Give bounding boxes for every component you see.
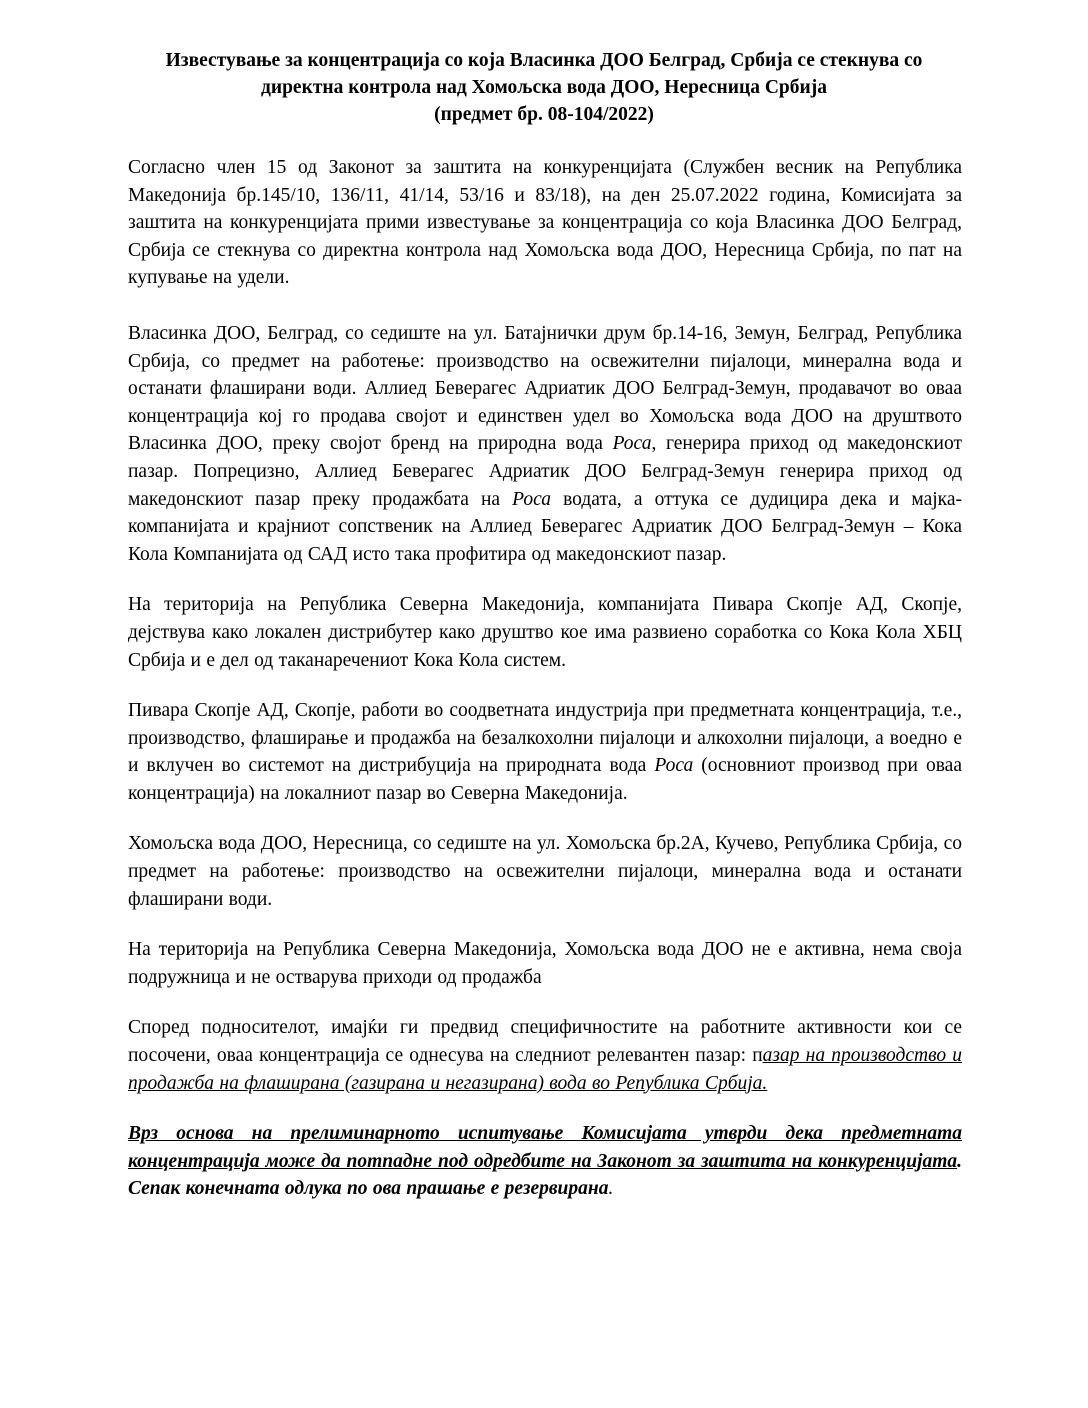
pivara-text-2: (основниот производ при оваа концентрација) на локалниот пазар во Северна Македонија. <box>128 755 962 804</box>
title-line-1: Известување за концентрација со која Власинка ДОО Белград, Србија се стекнува со <box>165 50 923 71</box>
paragraph-vlasinka <box>128 320 962 568</box>
pivara-text-1: Пивара Скопје АД, Скопје, работи во соодветната индустрија при предметната концентрација, т.е., производство, флаширање и продажба на безалкохолни пијалоци и алкохолни пијалоци, а воедно е и вклучен во системот на дистрибуција на природната вода <box>128 700 962 777</box>
market-intro: Според подносителот, имајќи ги предвид специфичностите на работните активности кои се посочени, оваа концентрација се однесува на следниот релевантен пазар: п <box>128 1017 962 1067</box>
vlasinka-text-2: , генерира приход од македонскиот пазар. Попрецизно, Аллиед Беверагес Адриатик ДОО Белград-Земун генерира приход од македонскиот пазар преку продажбата на <box>128 433 962 510</box>
vlasinka-text-1: Власинка ДОО, Белград, со седиште на ул. Батајнички друм бр.14-16, Земун, Белград, Република Србија, со предмет на работење: производство на освежителни пијалоци, минерална вода и останати флаширани води. Аллиед Беверагес Адриатик ДОО Белград-Земун, продавачот во оваа концентрација кој го продава својот и единствен удел во Хомољска вода ДОО на друштвото Власинка ДОО, преку својот бренд на природна вода <box>128 322 962 455</box>
conclusion-text-2: . Сепак конечната одлука по ова прашање е резервирана <box>128 1150 962 1200</box>
conclusion-text-1: Врз основа на прелиминарното испитување Комисијата утврди дека предметната концентрација може да потпадне под одредбите на Законот за заштита на конкуренцијата <box>128 1123 962 1172</box>
brand-rosa: Роса <box>512 488 552 510</box>
conclusion-period: . <box>608 1178 614 1200</box>
paragraph-homoljska-inactive: На територија на Република Северна Македонија, Хомољска вода ДОО не е активна, нема своја подружница и не остварува приходи од продажба <box>128 939 962 988</box>
paragraph-pivara-distributor: На територија на Република Северна Македонија, компанијата Пивара Скопје АД, Скопје, дејствува како локален дистрибутер како друштво кое има развиено соработка со Кока Кола ХБЦ Србија и е дел од таканаречениот Кока Кола систем. <box>128 594 962 671</box>
brand-rosa: Роса <box>612 433 652 455</box>
paragraph-pivara-industry <box>128 697 962 807</box>
paragraph-relevant-market <box>128 1014 962 1097</box>
brand-rosa: Роса <box>654 755 694 777</box>
vlasinka-text-3: водата, а оттука се дудицира дека и мајка-компанијата и крајниот сопственик на Аллиед Беверагес Адриатик ДОО Белград-Земун – Кока Кола Компанијата од САД исто така профитира од македонскиот пазар. <box>128 488 963 565</box>
paragraph-homoljska: Хомољска вода ДОО, Нересница, со седиште на ул. Хомољска бр.2А, Кучево, Република Србија, со предмет на работење: производство на освежителни пијалоци, минерална вода и останати флаширани води. <box>128 833 962 910</box>
paragraph-notification: Согласно член 15 од Законот за заштита на конкуренцијата (Службен весник на Република Македонија бр.145/10, 136/11, 41/14, 53/16 и 83/18), на ден 25.07.2022 година, Комисијата за заштита на конкуренцијата прими известување за концентрација со која Власинка ДОО Белград, Србија се стекнува со директна контрола над Хомољска вода ДОО, Нересница Србија, по пат на купување на удели. <box>128 157 962 289</box>
title-line-3: (предмет бр. 08-104/2022) <box>434 104 654 125</box>
paragraph-conclusion <box>128 1120 962 1203</box>
document-body <box>128 154 962 1226</box>
title-line-2: директна контрола над Хомољска вода ДОО, Нересница Србија <box>260 77 828 98</box>
document-title <box>110 47 978 128</box>
relevant-market-definition: азар на производство и продажба на флаширана (газирана и негазирана) вода во Република Србија. <box>128 1045 962 1094</box>
